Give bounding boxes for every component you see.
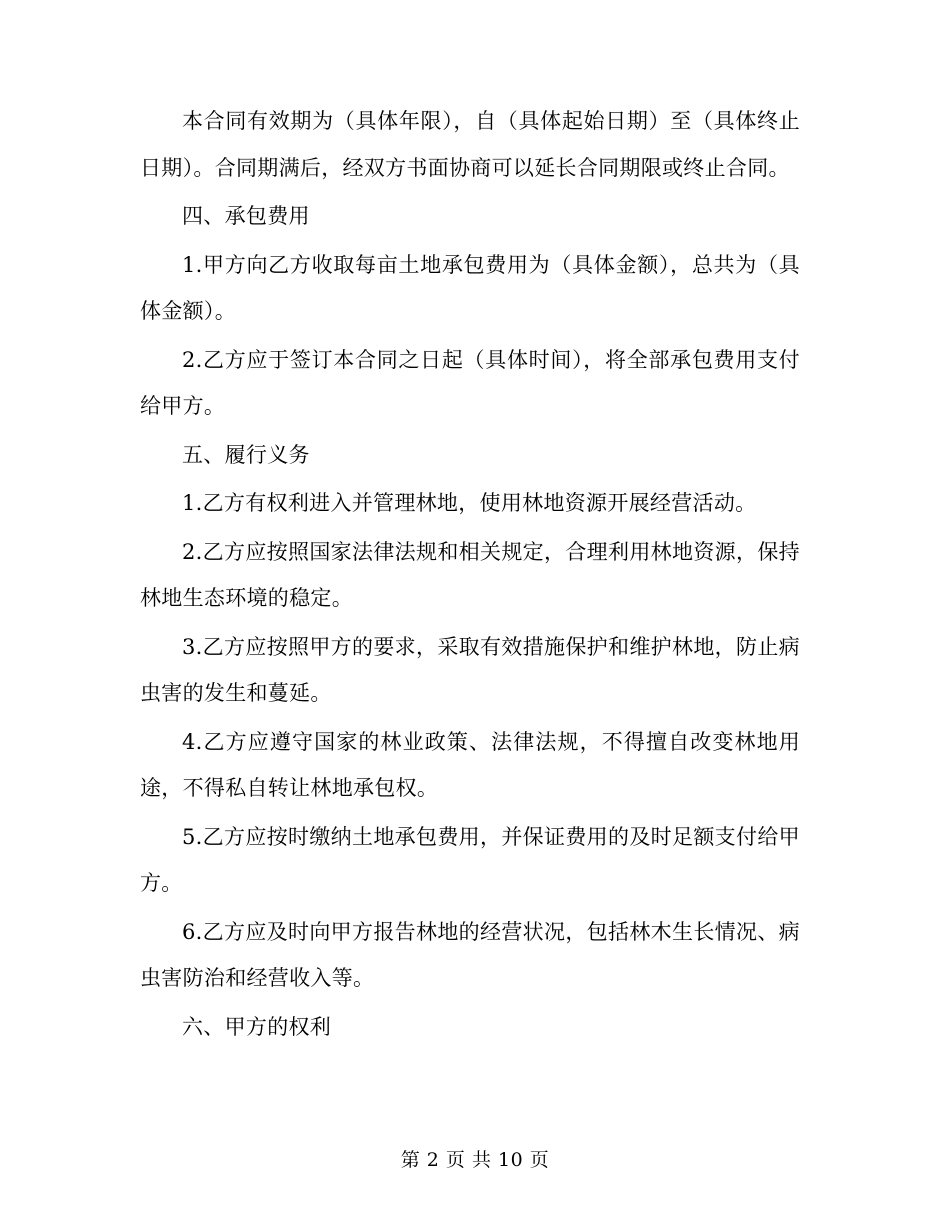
page-number-footer: 第 2 页 共 10 页: [400, 1149, 550, 1171]
obligation-clause-4: 4.乙方应遵守国家的林业政策、法律法规，不得擅自改变林地用途，不得私自转让林地承包权。: [140, 729, 800, 800]
obligation-clause-1: 1.乙方有权利进入并管理林地，使用林地资源开展经营活动。: [182, 491, 757, 515]
fee-clause-2: 2.乙方应于签订本合同之日起（具体时间），将全部承包费用支付给甲方。: [140, 347, 800, 418]
obligation-clause-6: 6.乙方应及时向甲方报告林地的经营状况，包括林木生长情况、病虫害防治和经营收入等。: [140, 919, 800, 990]
obligation-clause-2: 2.乙方应按照国家法律法规和相关规定，合理利用林地资源，保持林地生态环境的稳定。: [140, 539, 800, 610]
section-heading-fees: 四、承包费用: [182, 204, 310, 228]
obligation-clause-5: 5.乙方应按时缴纳土地承包费用，并保证费用的及时足额支付给甲方。: [140, 824, 800, 895]
document-body: [140, 98, 800, 1052]
section-heading-obligations: 五、履行义务: [182, 442, 310, 467]
fee-clause-1: 1.甲方向乙方收取每亩土地承包费用为（具体金额），总共为（具体金额）。: [140, 252, 800, 323]
term-paragraph: 本合同有效期为（具体年限），自（具体起始日期）至（具体终止日期）。合同期满后，经双方书面协商可以延长合同期限或终止合同。: [140, 109, 800, 180]
obligation-clause-3: 3.乙方应按照甲方的要求，采取有效措施保护和维护林地，防止病虫害的发生和蔓延。: [140, 634, 800, 705]
section-heading-party-a-rights: 六、甲方的权利: [182, 1014, 332, 1039]
